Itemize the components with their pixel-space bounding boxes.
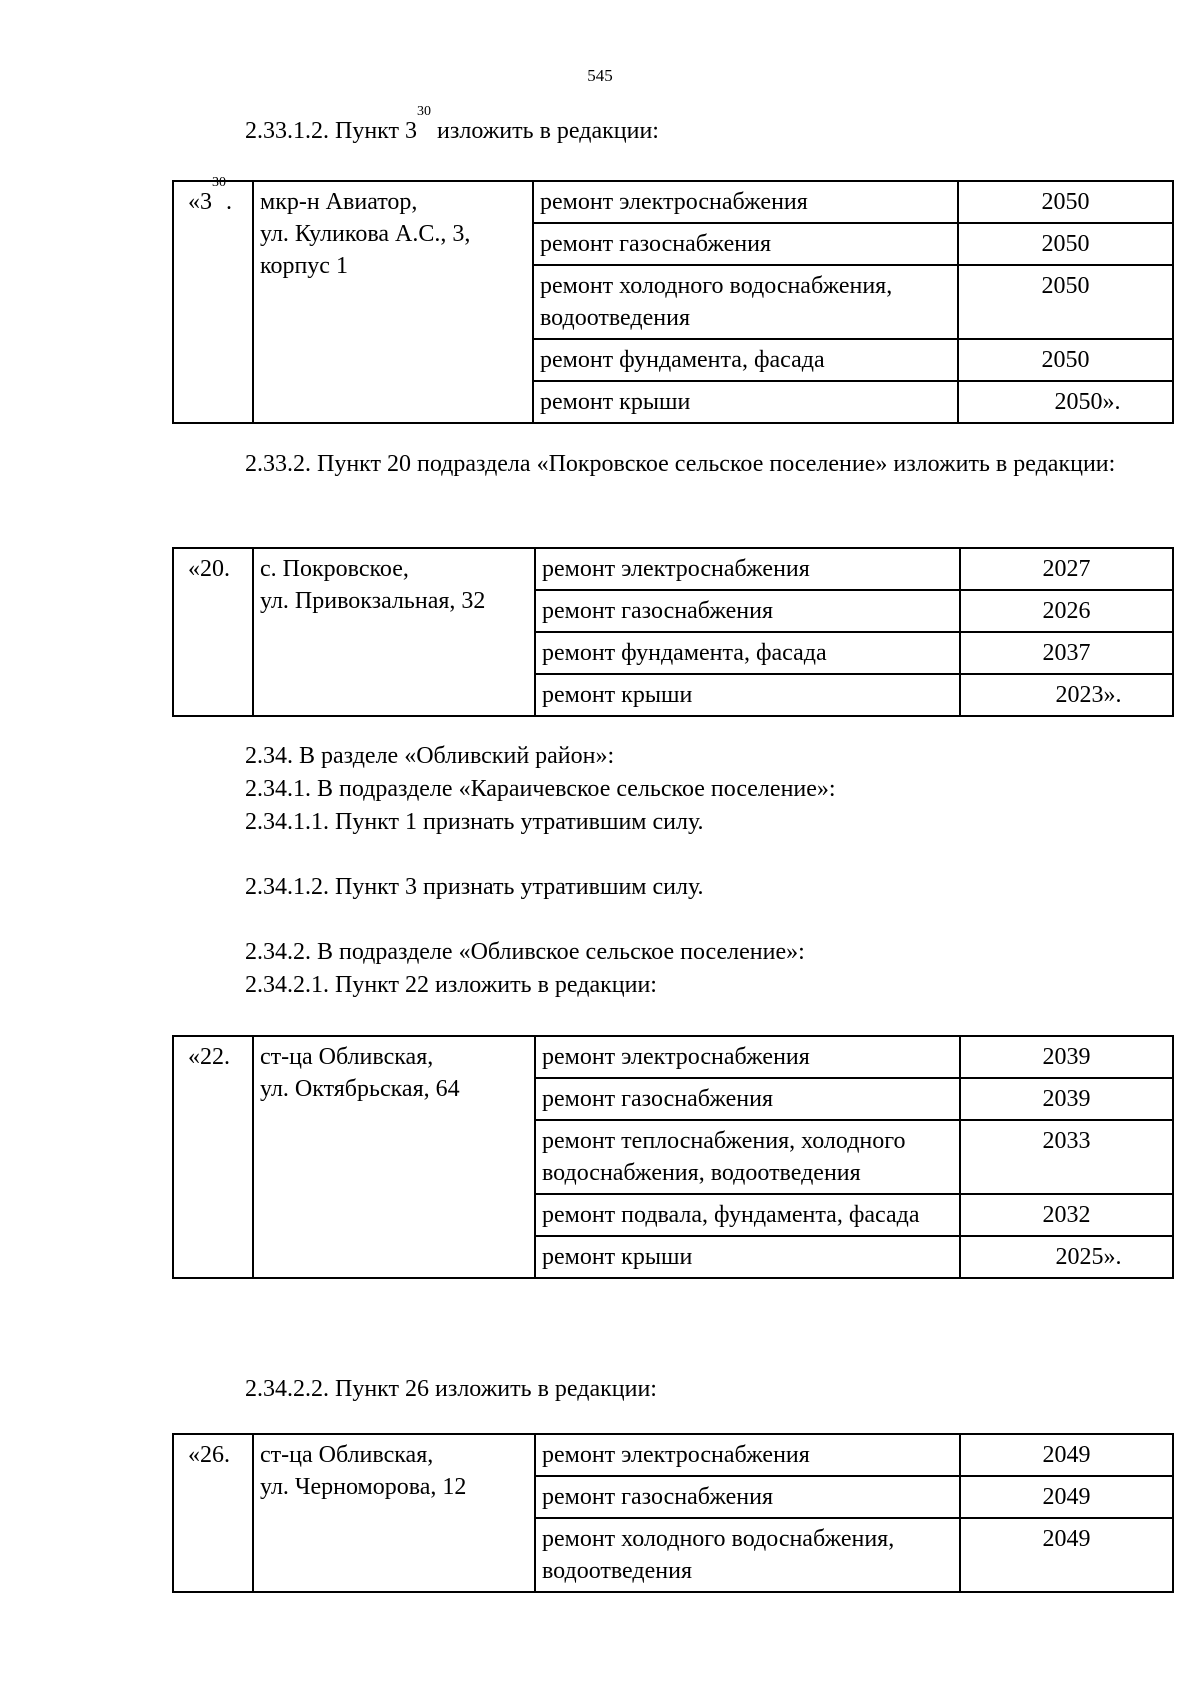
year-cell: 2037 [960, 632, 1173, 674]
paragraph-2-34-2-1: 2.34.2.1. Пункт 22 изложить в редакции: [245, 972, 657, 998]
year-cell: 2050». [958, 381, 1173, 423]
item-number-cell: «26. [173, 1434, 253, 1592]
repair-table-item-26 [172, 1433, 1174, 1593]
work-cell: ремонт фундамента, фасада [533, 339, 958, 381]
work-cell: ремонт фундамента, фасада [535, 632, 960, 674]
year-cell: 2039 [960, 1078, 1173, 1120]
table-row [173, 548, 1173, 590]
work-cell: ремонт газоснабжения [535, 590, 960, 632]
work-cell: ремонт газоснабжения [535, 1078, 960, 1120]
year-cell: 2050 [958, 223, 1173, 265]
work-cell: ремонт газоснабжения [535, 1476, 960, 1518]
year-cell: 2039 [960, 1036, 1173, 1078]
work-cell: ремонт электроснабжения [535, 1036, 960, 1078]
work-cell: ремонт холодного водоснабжения, водоотведения [533, 265, 958, 339]
year-cell: 2050 [958, 181, 1173, 223]
address-cell: мкр-н Авиатор, ул. Куликова А.С., 3, корпус 1 [253, 181, 533, 423]
table-row [173, 181, 1173, 223]
paragraph-2-34-2: 2.34.2. В подразделе «Обливское сельское поселение»: [245, 939, 805, 965]
work-cell: ремонт газоснабжения [533, 223, 958, 265]
paragraph-2-33-2: 2.33.2. Пункт 20 подраздела «Покровское сельское поселение» изложить в редакции: [245, 451, 1116, 477]
work-cell: ремонт холодного водоснабжения, водоотведения [535, 1518, 960, 1592]
item-number-cell: «$3^{30}$. [173, 181, 253, 423]
year-cell: 2049 [960, 1518, 1173, 1592]
year-cell: 2049 [960, 1476, 1173, 1518]
item-number-cell: «22. [173, 1036, 253, 1278]
work-cell: ремонт электроснабжения [535, 548, 960, 590]
page-number: 545 [587, 66, 613, 85]
paragraph-2-33-1-2 [245, 104, 659, 148]
work-cell: ремонт электроснабжения [533, 181, 958, 223]
paragraph-text: 2.33.1.2. Пункт 3 [245, 118, 418, 144]
paragraph-text: изложить в редакции: [431, 118, 659, 144]
repair-table-item-22 [172, 1035, 1174, 1279]
year-cell: 2032 [960, 1194, 1173, 1236]
work-cell: ремонт крыши [535, 674, 960, 716]
paragraph-2-34-2-2: 2.34.2.2. Пункт 26 изложить в редакции: [245, 1376, 657, 1402]
year-cell: 2023». [960, 674, 1173, 716]
year-cell: 2050 [958, 339, 1173, 381]
repair-table-item-20 [172, 547, 1174, 717]
address-cell: ст-ца Обливская, ул. Черноморова, 12 [253, 1434, 535, 1592]
year-cell: 2049 [960, 1434, 1173, 1476]
year-cell: 2050 [958, 265, 1173, 339]
table-row [173, 1036, 1173, 1078]
address-cell: ст-ца Обливская, ул. Октябрьская, 64 [253, 1036, 535, 1278]
item-number-cell: «20. [173, 548, 253, 716]
paragraph-2-34-1: 2.34.1. В подразделе «Караичевское сельское поселение»: [245, 776, 836, 802]
superscript: 30 [417, 104, 432, 119]
paragraph-2-34: 2.34. В разделе «Обливский район»: [245, 743, 615, 769]
year-cell: 2027 [960, 548, 1173, 590]
work-cell: ремонт крыши [535, 1236, 960, 1278]
work-cell: ремонт электроснабжения [535, 1434, 960, 1476]
paragraph-2-34-1-1: 2.34.1.1. Пункт 1 признать утратившим силу. [245, 809, 704, 835]
work-cell: ремонт крыши [533, 381, 958, 423]
table-row [173, 1434, 1173, 1476]
work-cell: ремонт подвала, фундамента, фасада [535, 1194, 960, 1236]
repair-table-item-3-30 [172, 175, 1174, 424]
year-cell: 2025». [960, 1236, 1173, 1278]
address-cell: с. Покровское, ул. Привокзальная, 32 [253, 548, 535, 716]
work-cell: ремонт теплоснабжения, холодного водоснабжения, водоотведения [535, 1120, 960, 1194]
paragraph-2-34-1-2: 2.34.1.2. Пункт 3 признать утратившим силу. [245, 874, 704, 900]
year-cell: 2026 [960, 590, 1173, 632]
year-cell: 2033 [960, 1120, 1173, 1194]
